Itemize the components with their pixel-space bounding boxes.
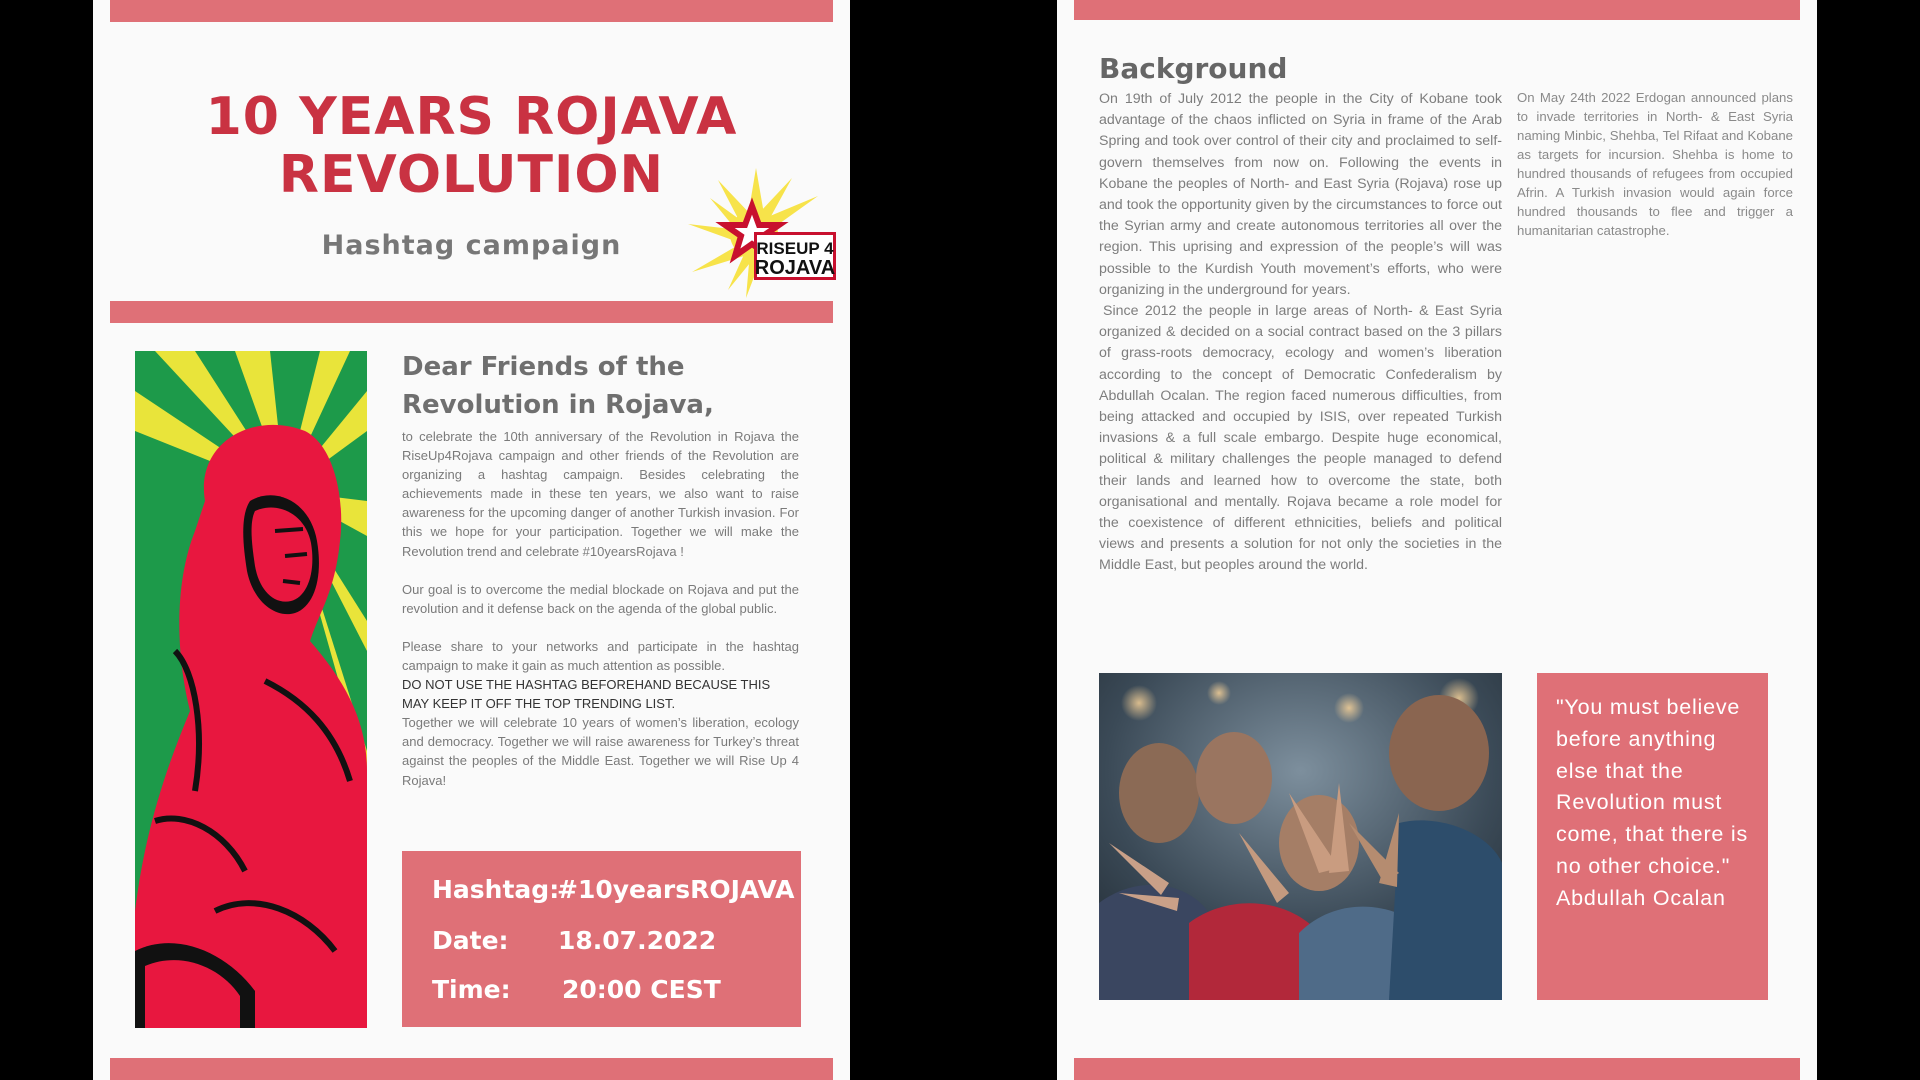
flyer-page-right [1057,0,1817,1080]
top-accent-bar [110,0,833,22]
background-column-2: On May 24th 2022 Erdogan announced plans to invade territories in North- & East Syria naming Minbic, Shehba, Tel Rifaat and Kobane as targets for incursion. Shehba is home to hundred thousands of refugees from occupied Afrin. A Turkish invasion would again force hundred thousands to flee and trigger a humanitarian catastrophe. [1517,90,1793,238]
header-accent-bar [110,301,833,323]
background-column-1 [1099,89,1502,577]
quote-author: Abdullah Ocalan [1556,885,1726,910]
paragraph-share: Please share to your networks and participate in the hashtag campaign to make it gain as much attention as possible. [402,638,799,673]
bottom-accent-bar-right [1074,1058,1800,1080]
paragraph-intro: to celebrate the 10th anniversary of the Revolution in Rojava the RiseUp4Rojava campaign and other friends of the Revolution are organizing a hashtag campaign. Besides celebrating the achievements made in these ten years, we also want to raise awareness for the upcoming danger of another Turkish invasion. For this we hope for your participation. Together we will make the Revolution trend and celebrate #10yearsRojava ! [402,429,799,559]
date-value: 18.07.2022 [558,926,717,955]
hashtag-value: #10yearsROJAVA [557,875,795,904]
flyer-subtitle: Hashtag campaign [321,230,622,261]
children-peace-sign-photo [1099,673,1502,1000]
flyer-page-left [93,0,850,1080]
revolution-woman-illustration [135,351,367,1028]
greeting-heading [402,348,732,424]
bottom-accent-bar [110,1058,833,1080]
event-info-box [402,851,801,1027]
logo-text-line1: RISEUP 4 [756,239,834,258]
time-value: 20:00 CEST [562,975,721,1004]
paragraph-goal: Our goal is to overcome the medial blockade on Rojava and put the revolution and it defense back on the agenda of the global public. [402,581,799,616]
paragraph-together: Together we will celebrate 10 years of women’s liberation, ecology and democracy. Together we will raise awareness for Turkey’s threat against the peoples of the Middle East. Together we will Rise Up 4 Rojava! [402,715,799,788]
greeting-line-1: Dear Friends of the [402,352,685,382]
logo-text-line2: ROJAVA [754,257,836,279]
riseup4rojava-logo [688,168,838,298]
background-paragraph-2: Since 2012 the people in large areas of North- & East Syria organized & decided on a social contract based on the 3 pillars of grass-roots democracy, ecology and women’s liberation according to the concept of Democratic Confederalism by Abdullah Ocalan. The region faced numerous difficulties, from being attacked and occupied by ISIS, over repeated Turkish invasions & a full scale embargo. Despite huge economical, political & military challenges the people managed to defend their lands and learned how to overcome the state, both organisational and mentally. Rojava became a role model for the coexistence of different ethnicities, beliefs and political views and presents a solution for not only the societies in the Middle East, but peoples around the world. [1099,303,1502,574]
quote-text: "You must believe before anything else that the Revolution must come, that there is no other choice." [1556,695,1749,878]
date-label: Date: [432,926,509,955]
letter-body [402,427,799,790]
hashtag-label: Hashtag: [432,875,560,904]
background-paragraph-1: On 19th of July 2012 the people in the City of Kobane took advantage of the chaos inflicted on Syria in frame of the Arab Spring and took over control of their city and proclaimed to self-govern themselves from now on. Following the events in Kobane the peoples of North- and East Syria (Rojava) rose up and took the opportunity given by the circumstances to force out the Syrian army and create autonomous territories all over the region. This uprising and expression of the people’s will was possible to the Kurdish Youth movement’s efforts, who were organizing in the underground for years. [1099,91,1502,298]
greeting-line-2: Revolution in Rojava, [402,390,714,420]
title-line-1: 10 YEARS ROJAVA [205,87,738,147]
top-accent-bar-right [1074,0,1800,20]
title-line-2: REVOLUTION [278,145,665,205]
time-label: Time: [432,975,511,1004]
warning-text: DO NOT USE THE HASHTAG BEFOREHAND BECAUSE THIS MAY KEEP IT OFF THE TOP TRENDING LIST. [402,677,771,712]
quote-box [1537,673,1768,1000]
background-heading: Background [1099,52,1288,85]
